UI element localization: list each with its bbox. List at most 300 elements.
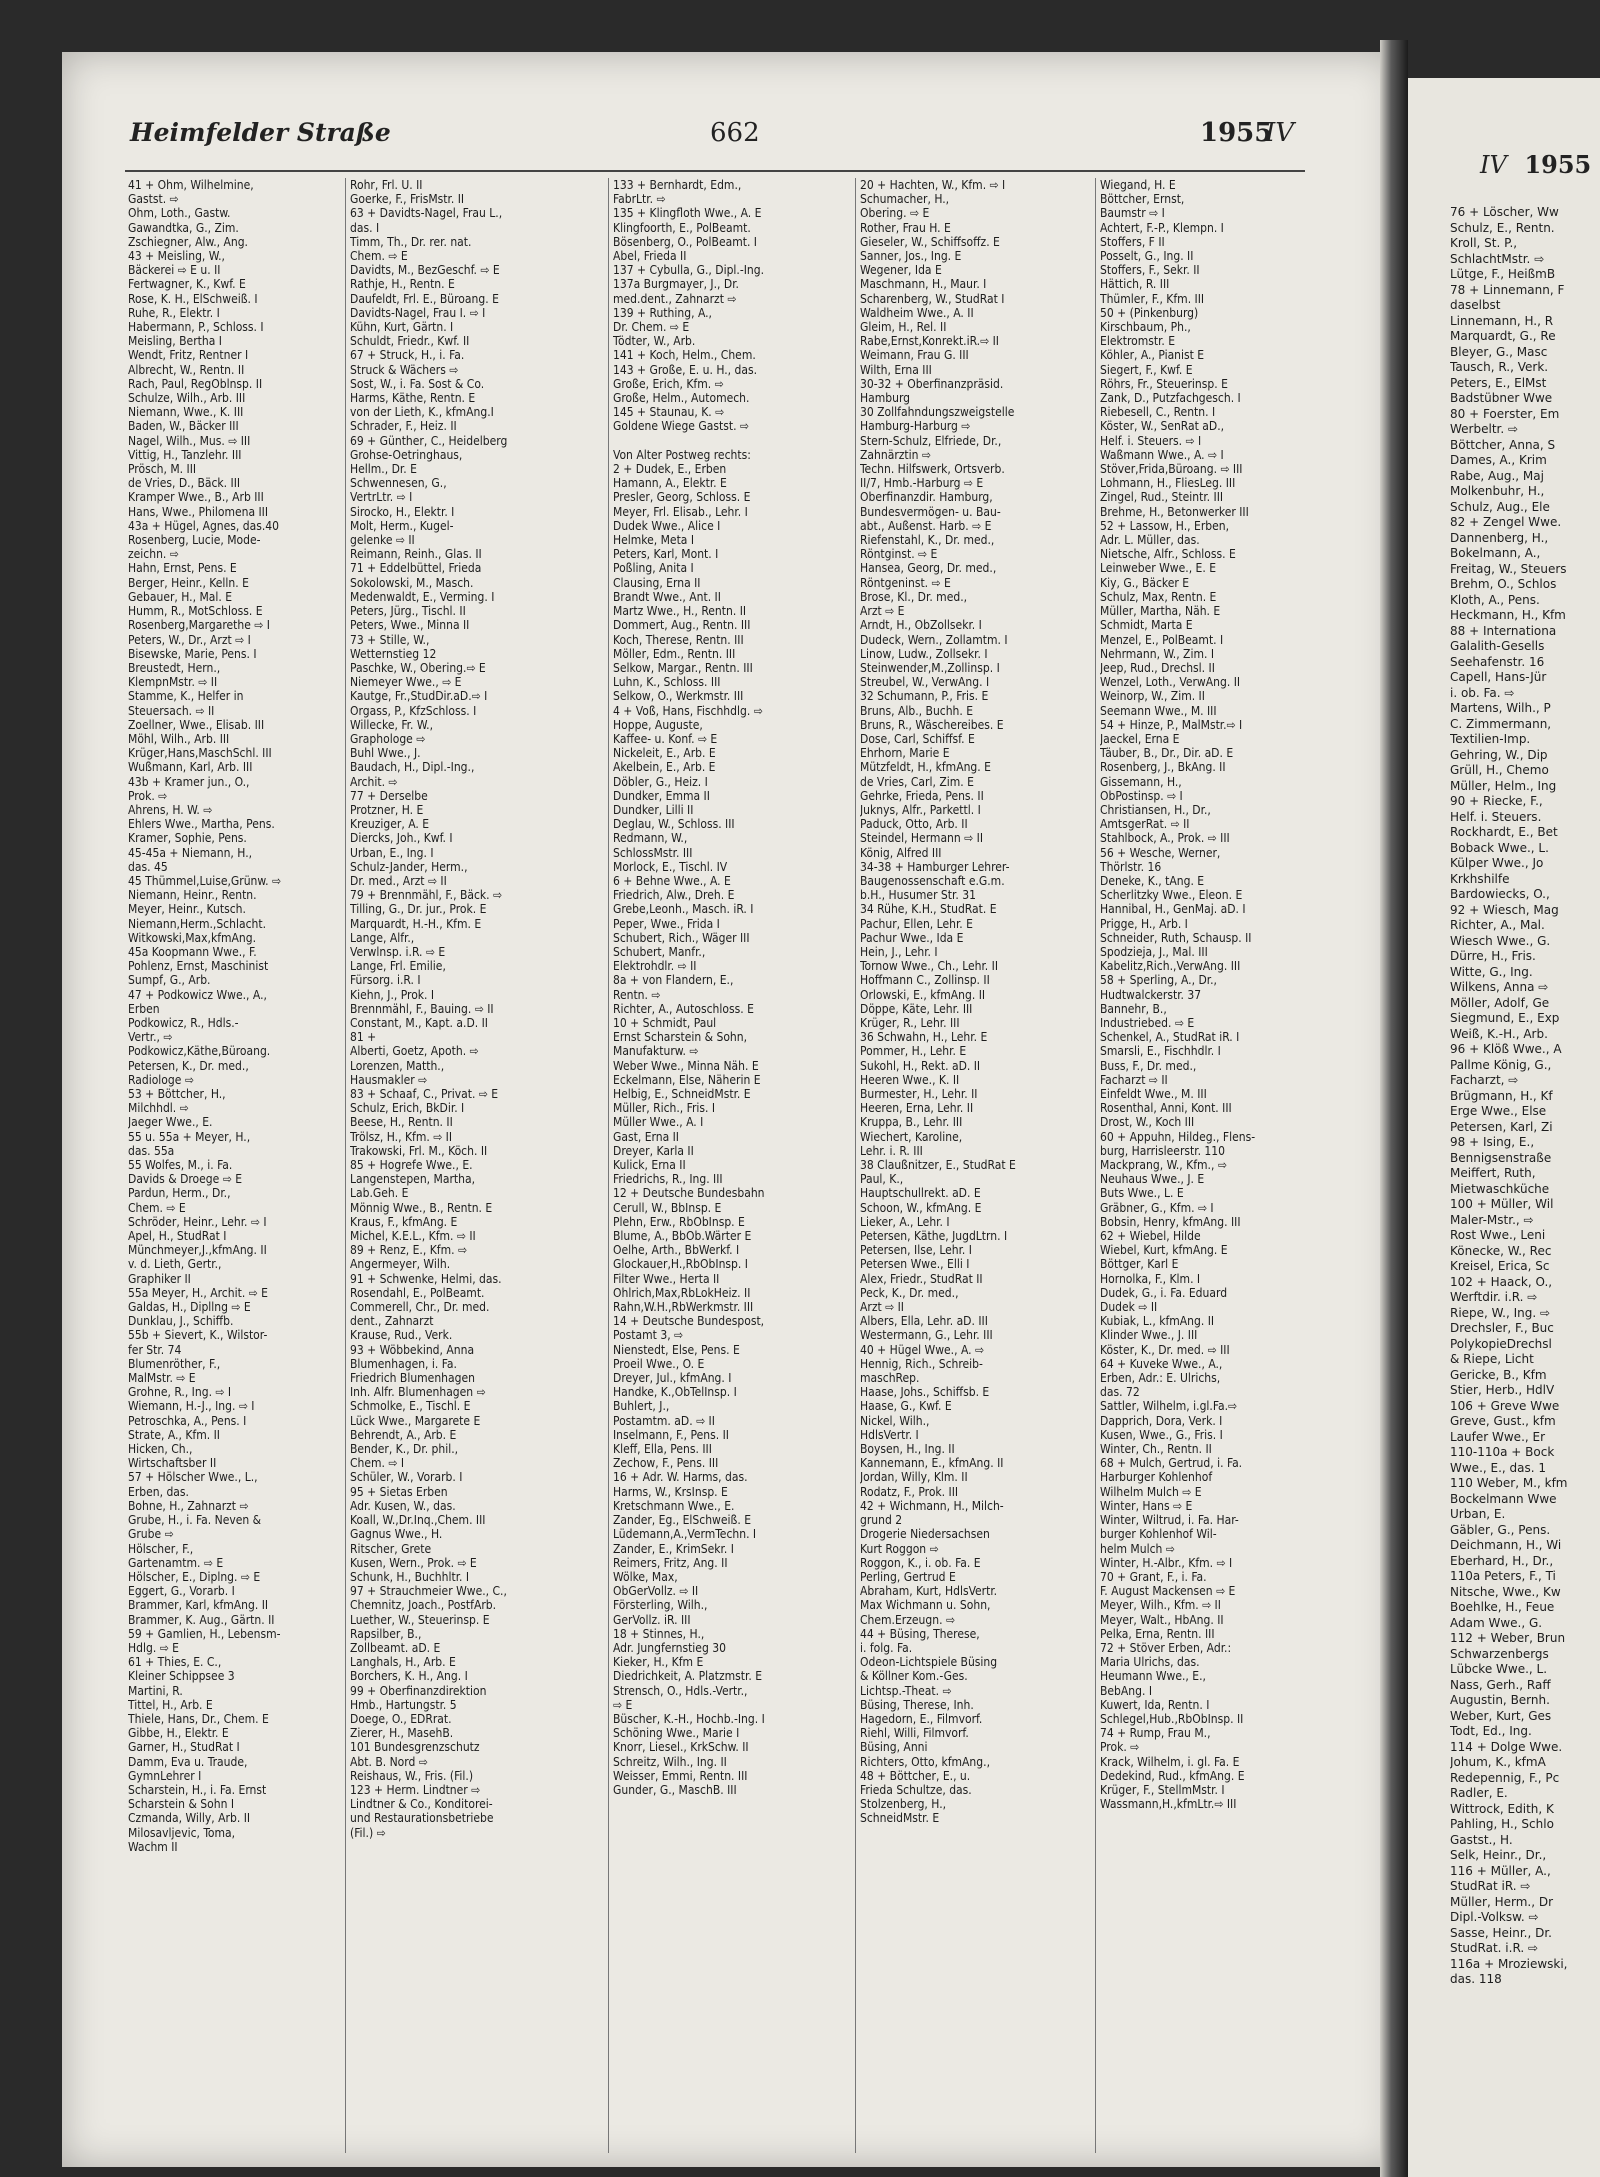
directory-line: Grüll, H., Chemo: [1450, 763, 1549, 777]
directory-line: GymnLehrer I: [128, 1768, 202, 1783]
directory-line: Försterling, Wilh.,: [613, 1598, 708, 1613]
page-header: [130, 118, 1300, 158]
directory-line: Schwarzenbergs: [1450, 1646, 1549, 1661]
directory-line: Michel, K.E.L., Kfm. ⇨ II: [350, 1229, 476, 1244]
directory-line: Dundker, Emma II: [613, 788, 710, 803]
directory-line: Chem.Erzeugn. ⇨: [860, 1612, 955, 1627]
directory-line: Zechow, F., Pens. III: [613, 1456, 719, 1471]
directory-line: Brehm, O., Schlos: [1450, 577, 1557, 591]
directory-line: Sirocko, H., Elektr. I: [350, 504, 455, 519]
directory-line: & Riepe, Licht: [1450, 1352, 1534, 1366]
directory-line: Dr. med., Arzt ⇨ II: [350, 873, 447, 888]
directory-line: Schmolke, E., Tischl. E: [350, 1399, 471, 1414]
directory-line: Streubel, W., VerwAng. I: [860, 675, 990, 690]
directory-line: v. d. Lieth, Gertr.,: [128, 1257, 222, 1272]
directory-line: Molt, Herm., Kugel-: [350, 518, 454, 533]
directory-line: Möller, Edm., Rentn. III: [613, 646, 736, 661]
directory-line: 14 + Deutsche Bundespost,: [613, 1314, 765, 1329]
directory-line: 95 + Sietas Erben: [350, 1484, 448, 1499]
column-divider: [608, 178, 609, 2153]
directory-line: Bokelmann, A.,: [1450, 546, 1541, 560]
directory-line: Wiesch Wwe., G.: [1450, 933, 1551, 948]
directory-line: 20 + Hachten, W., Kfm. ⇨ I: [860, 178, 1006, 192]
directory-line: Bohne, H., Zahnarzt ⇨: [128, 1498, 249, 1513]
directory-line: Hansea, Georg, Dr. med.,: [860, 561, 997, 576]
directory-line: Kloth, A., Pens.: [1450, 592, 1540, 607]
directory-line: de Vries, D., Bäck. III: [128, 476, 241, 491]
directory-line: Zollbeamt. aD. E: [350, 1640, 441, 1655]
directory-line: 34 Rühe, K.H., StudRat. E: [860, 902, 997, 917]
directory-line: Rosenthal, Anni, Kont. III: [1100, 1101, 1232, 1116]
directory-line: Dommert, Aug., Rentn. III: [613, 618, 751, 633]
directory-line: Rentn. ⇨: [613, 987, 661, 1002]
directory-line: 18 + Stinnes, H.,: [613, 1626, 705, 1641]
directory-line: Meisling, Bertha I: [128, 334, 222, 349]
directory-line: Hmb., Hartungstr. 5: [350, 1697, 457, 1712]
directory-line: Scharstein & Sohn I: [128, 1797, 235, 1812]
directory-line: StudRat. i.R. ⇨: [1450, 1941, 1539, 1955]
directory-line: Richters, Otto, kfmAng.,: [860, 1754, 990, 1769]
directory-line: Kramer, Sophie, Pens.: [128, 831, 247, 846]
directory-line: Podkowicz,Käthe,Büroang.: [128, 1044, 271, 1059]
directory-line: 70 + Grant, F., i. Fa.: [1100, 1569, 1207, 1584]
directory-line: 2 + Dudek, E., Erben: [613, 462, 727, 477]
directory-line: Baudach, H., Dipl.-Ing.,: [350, 760, 475, 775]
directory-line: 43a + Hügel, Agnes, das.40: [128, 518, 280, 533]
directory-line: Damm, Eva u. Traude,: [128, 1754, 248, 1769]
directory-line: Oelhe, Arth., BbWerkf. I: [613, 1243, 740, 1258]
directory-line: StudRat iR. ⇨: [1450, 1879, 1531, 1893]
directory-line: Blume, A., BbOb.Wärter E: [613, 1229, 752, 1244]
directory-line: 133 + Bernhardt, Edm.,: [613, 178, 742, 192]
directory-line: Urban, E., Ing. I: [350, 845, 434, 860]
directory-line: Niemann,Herm.,Schlacht.: [128, 916, 267, 931]
right-page-year: 1955: [1524, 150, 1592, 179]
directory-line: Harburger Kohlenhof: [1100, 1470, 1213, 1485]
directory-line: Maria Ulrichs, das.: [1100, 1655, 1200, 1670]
directory-line: Luhn, K., Schloss. III: [613, 675, 721, 690]
directory-line: Peper, Wwe., Frida I: [613, 916, 720, 931]
directory-line: Witte, G., Ing.: [1450, 964, 1533, 979]
directory-line: 90 + Riecke, F.,: [1450, 794, 1543, 808]
directory-line: Hannibal, H., GenMaj. aD. I: [1100, 902, 1246, 917]
directory-line: Hättich, R. III: [1100, 277, 1170, 292]
directory-line: Juknys, Alfr., Parkettl. I: [860, 802, 981, 817]
directory-line: Boysen, H., Ing. II: [860, 1442, 955, 1457]
directory-line: Petersen, Karl, Zi: [1450, 1119, 1553, 1134]
directory-column-5: [1100, 178, 1315, 2153]
directory-line: ObPostinsp. ⇨ I: [1100, 788, 1183, 803]
directory-line: Mützfeldt, H., kfmAng. E: [860, 760, 991, 775]
directory-line: Constant, M., Kapt. a.D. II: [350, 1015, 488, 1030]
column-divider: [1095, 178, 1096, 2153]
directory-line: Stamme, K., Helfer in: [128, 689, 244, 704]
directory-line: Bäckerei ⇨ E u. II: [128, 263, 221, 278]
directory-line: Baumstr ⇨ I: [1100, 206, 1165, 221]
directory-line: Protzner, H. E: [350, 802, 424, 817]
directory-line: Dudek, G., i. Fa. Eduard: [1100, 1285, 1228, 1300]
directory-line: Zoellner, Wwe., Elisab. III: [128, 717, 265, 732]
directory-line: 32 Schumann, P., Fris. E: [860, 689, 989, 704]
directory-line: Rach, Paul, RegOblnsp. II: [128, 376, 263, 391]
directory-line: Graphologe ⇨: [350, 731, 426, 746]
directory-line: Heckmann, H., Kfm: [1450, 608, 1566, 622]
directory-line: Lück Wwe., Margarete E: [350, 1413, 481, 1428]
directory-line: 116a + Mroziewski,: [1450, 1956, 1568, 1971]
directory-line: Kleiner Schippsee 3: [128, 1669, 235, 1684]
directory-line: Linow, Ludw., Zollsekr. I: [860, 646, 988, 661]
directory-line: Laufer Wwe., Er: [1450, 1429, 1546, 1444]
directory-line: Ahrens, H. W. ⇨: [128, 802, 213, 817]
directory-line: Pachur Wwe., Ida E: [860, 930, 964, 945]
directory-line: Waldheim Wwe., A. II: [860, 305, 974, 320]
directory-line: Menzel, E., PolBeamt. I: [1100, 632, 1224, 647]
directory-line: Verwlnsp. i.R. ⇨ E: [350, 944, 446, 959]
directory-line: Täuber, B., Dr., Dir. aD. E: [1100, 746, 1234, 761]
directory-line: Schreitz, Wilh., Ing. II: [613, 1754, 727, 1769]
directory-line: Pardun, Herm., Dr.,: [128, 1186, 231, 1201]
directory-line: Eberhard, H., Dr.,: [1450, 1553, 1554, 1568]
directory-line: Müller, Rich., Fris. I: [613, 1101, 716, 1116]
directory-line: von der Lieth, K., kfmAng.I: [350, 405, 494, 420]
directory-line: Jordan, Willy, Klm. II: [860, 1470, 968, 1485]
directory-line: Krüger, F., StellmMstr. I: [1100, 1782, 1225, 1797]
directory-line: Ernst Scharstein & Sohn,: [613, 1030, 748, 1045]
directory-line: Podkowicz, R., Hdls.-: [128, 1015, 239, 1030]
directory-line: 55b + Sievert, K., Wilstor-: [128, 1328, 268, 1343]
directory-line: Hölscher, F.,: [128, 1541, 194, 1556]
directory-line: 38 Claußnitzer, E., StudRat E: [860, 1158, 1016, 1173]
directory-line: 41 + Ohm, Wilhelmine,: [128, 178, 254, 192]
directory-line: Gast, Erna II: [613, 1129, 679, 1144]
directory-line: KlempnMstr. ⇨ II: [128, 675, 218, 690]
directory-line: 83 + Schaaf, C., Privat. ⇨ E: [350, 1087, 499, 1101]
directory-line: C. Zimmermann,: [1450, 716, 1552, 731]
directory-line: Abel, Frieda II: [613, 249, 687, 264]
directory-line: Stahlbock, A., Prok. ⇨ III: [1100, 831, 1230, 846]
directory-line: SchlachtMstr. ⇨: [1450, 251, 1545, 266]
directory-line: Hausmakler ⇨: [350, 1072, 428, 1087]
directory-line: Selkow, O., Werkmstr. III: [613, 689, 744, 704]
directory-line: Gräbner, G., Kfm. ⇨ I: [1100, 1200, 1214, 1215]
directory-line: Hagedorn, E., Filmvorf.: [860, 1711, 983, 1726]
directory-line: Handke, K.,ObTelInsp. I: [613, 1385, 737, 1400]
directory-line: ObGerVollz. ⇨ II: [613, 1584, 699, 1599]
directory-line: Weiß, K.-H., Arb.: [1450, 1026, 1548, 1041]
directory-line: Rabe, Aug., Maj: [1450, 468, 1544, 483]
directory-line: Petersen, Käthe, JugdLtrn. I: [860, 1229, 1008, 1244]
directory-line: Dreyer, Karla II: [613, 1143, 694, 1158]
directory-line: Klinder Wwe., J. III: [1100, 1328, 1198, 1343]
directory-line: Döbler, G., Heiz. I: [613, 774, 708, 789]
directory-line: Capell, Hans-Jür: [1450, 670, 1547, 684]
directory-line: Chem. ⇨ E: [350, 249, 408, 264]
directory-line: 78 + Linnemann, F: [1450, 282, 1565, 297]
directory-line: Winter, H.-Albr., Kfm. ⇨ I: [1100, 1555, 1233, 1570]
directory-line: Friedrichs, R., Ing. III: [613, 1172, 723, 1187]
directory-line: Gartenamtm. ⇨ E: [128, 1555, 224, 1570]
directory-line: Martz Wwe., H., Rentn. II: [613, 604, 747, 619]
directory-line: Kroll, St. P.,: [1450, 236, 1518, 250]
directory-line: Drogerie Niedersachsen: [860, 1527, 990, 1542]
directory-line: Erben, das.: [128, 1484, 189, 1499]
directory-line: Wilhelm Mulch ⇨ E: [1100, 1484, 1202, 1499]
directory-line: Orlowski, E., kfmAng. II: [860, 987, 986, 1002]
directory-line: Bennigsenstraße: [1450, 1150, 1552, 1165]
directory-line: Arndt, H., ObZollsekr. I: [860, 618, 982, 633]
directory-line: Dipl.-Volksw. ⇨: [1450, 1910, 1539, 1924]
directory-line: Brammer, K. Aug., Gärtn. II: [128, 1612, 275, 1627]
directory-line: 76 + Löscher, Ww: [1450, 205, 1559, 219]
directory-line: Techn. Hilfswerk, Ortsverb.: [860, 462, 1005, 477]
directory-line: 45 Thümmel,Luise,Grünw. ⇨: [128, 873, 282, 888]
directory-line: Baden, W., Bäcker III: [128, 419, 239, 434]
directory-line: Wiegand, H. E: [1100, 178, 1176, 192]
directory-line: Rosenberg,Margarethe ⇨ I: [128, 618, 270, 633]
directory-line: Jaeger Wwe., E.: [128, 1115, 213, 1130]
directory-line: 141 + Koch, Helm., Chem.: [613, 348, 756, 363]
directory-line: Blumenröther, F.,: [128, 1356, 221, 1371]
directory-line: Westermann, G., Lehr. III: [860, 1328, 993, 1343]
directory-line: Abraham, Kurt, HdlsVertr.: [860, 1584, 998, 1599]
directory-line: Rost Wwe., Leni: [1450, 1228, 1546, 1242]
directory-line: 80 + Foerster, Em: [1450, 406, 1560, 421]
directory-line: Struck & Wächers ⇨: [350, 362, 459, 377]
directory-line: Gagnus Wwe., H.: [350, 1527, 443, 1542]
directory-line: de Vries, Carl, Zim. E: [860, 774, 974, 789]
directory-line: Sokolowski, M., Masch.: [350, 575, 474, 590]
directory-line: Bösenberg, O., PolBeamt. I: [613, 234, 757, 249]
directory-line: Ohm, Loth., Gastw.: [128, 206, 231, 221]
directory-line: Kautge, Fr.,StudDir.aD.⇨ I: [350, 689, 488, 704]
directory-line: Presler, Georg, Schloss. E: [613, 490, 751, 505]
directory-line: Buts Wwe., L. E: [1100, 1186, 1184, 1201]
directory-line: Hellm., Dr. E: [350, 462, 417, 477]
directory-line: 143 + Große, E. u. H., das.: [613, 362, 758, 377]
directory-line: Riepe, W., Ing. ⇨: [1450, 1305, 1551, 1320]
directory-line: Röhrs, Fr., Steuerinsp. E: [1100, 376, 1228, 391]
directory-line: 64 + Kuveke Wwe., A.,: [1100, 1356, 1223, 1371]
street-title: Heimfelder Straße: [130, 118, 391, 147]
directory-line: Wirtschaftsber II: [128, 1456, 217, 1471]
directory-line: Badstübner Wwe: [1450, 391, 1553, 405]
directory-line: Textilien-Imp.: [1450, 732, 1531, 746]
directory-line: das. 72: [1100, 1385, 1140, 1400]
directory-line: Kannemann, E., kfmAng. II: [860, 1456, 1004, 1471]
directory-line: 85 + Hogrefe Wwe., E.: [350, 1158, 473, 1173]
directory-line: Elektrohdlr. ⇨ II: [613, 959, 697, 974]
directory-line: Harms, W., KrsInsp. E: [613, 1484, 728, 1499]
directory-line: Arzt ⇨ II: [860, 1300, 904, 1315]
directory-line: Hahn, Ernst, Pens. E: [128, 561, 237, 576]
directory-line: Kretschmann Wwe., E.: [613, 1498, 735, 1513]
directory-line: Graphiker II: [128, 1271, 191, 1286]
directory-line: Milosavljevic, Toma,: [128, 1825, 236, 1840]
directory-line: Kleff, Ella, Pens. III: [613, 1442, 712, 1457]
directory-line: Pelka, Erna, Rentn. III: [1100, 1626, 1215, 1641]
directory-line: Hoffmann C., Zollinsp. II: [860, 973, 990, 988]
directory-line: Meyer, Walt., HbAng. II: [1100, 1612, 1224, 1627]
directory-line: Filter Wwe., Herta II: [613, 1271, 720, 1286]
directory-line: zeichn. ⇨: [128, 547, 179, 562]
directory-line: b.H., Husumer Str. 31: [860, 888, 976, 903]
directory-line: Deneke, K., tAng. E: [1100, 873, 1205, 888]
directory-line: Postamt 3, ⇨: [613, 1328, 684, 1343]
directory-line: Nagel, Wilh., Mus. ⇨ III: [128, 433, 251, 448]
directory-line: Gibbe, H., Elektr. E: [128, 1726, 229, 1741]
directory-line: Dürre, H., Fris.: [1450, 949, 1536, 963]
directory-line: Buhlert, J.,: [613, 1399, 670, 1414]
directory-line: Dundker, Lilli II: [613, 802, 694, 817]
directory-line: Pallme König, G.,: [1450, 1057, 1552, 1072]
directory-line: Rosenberg, Lucie, Mode-: [128, 533, 261, 548]
directory-line: Dudek Wwe., Alice I: [613, 518, 721, 533]
directory-line: Davids & Droege ⇨ E: [128, 1172, 243, 1187]
directory-line: Lieker, A., Lehr. I: [860, 1214, 950, 1229]
directory-line: Schmidt, Marta E: [1100, 618, 1193, 633]
directory-line: Urban, E.: [1450, 1507, 1506, 1521]
directory-line: Könecke, W., Rec: [1450, 1243, 1552, 1258]
directory-line: Fertwagner, K., Kwf. E: [128, 277, 246, 292]
directory-line: Nitsche, Wwe., Kw: [1450, 1584, 1561, 1599]
directory-line: 45-45a + Niemann, H.,: [128, 845, 253, 860]
right-page-header: [1480, 150, 1591, 179]
directory-line: Nickeleit, E., Arb. E: [613, 746, 716, 761]
directory-line: SchlossMstr. III: [613, 845, 693, 860]
directory-line: Nass, Gerh., Raff: [1450, 1677, 1551, 1692]
directory-line: Schulz, Max, Rentn. E: [1100, 589, 1217, 604]
directory-line: Dapprich, Dora, Verk. I: [1100, 1413, 1223, 1428]
directory-line: Kirschbaum, Ph.,: [1100, 320, 1191, 335]
directory-line: Behrendt, A., Arb. E: [350, 1427, 457, 1442]
directory-line: Nehrmann, W., Zim. I: [1100, 646, 1214, 661]
directory-line: Sanner, Jos., Ing. E: [860, 249, 962, 264]
directory-line: Rohr, Frl. U. II: [350, 178, 423, 192]
directory-line: Boback Wwe., L.: [1450, 840, 1549, 855]
directory-line: Riebesell, C., Rentn. I: [1100, 405, 1216, 420]
directory-line: Gleim, H., Rel. II: [860, 320, 947, 335]
directory-line: Habermann, P., Schloss. I: [128, 320, 264, 335]
header-volume: IV: [1265, 118, 1295, 148]
directory-line: Krkhshilfe: [1450, 871, 1510, 886]
directory-line: Paul, K.,: [860, 1172, 904, 1187]
directory-line: Bleyer, G., Masc: [1450, 344, 1548, 359]
directory-line: Heeren Wwe., K. II: [860, 1072, 960, 1087]
directory-line: Lüdemann,A.,VermTechn. I: [613, 1527, 757, 1542]
directory-line: AmtsgerRat. ⇨ II: [1100, 817, 1190, 832]
directory-line: Schneider, Ruth, Schausp. II: [1100, 930, 1252, 945]
directory-line: Stern-Schulz, Elfriede, Dr.,: [860, 433, 1002, 448]
directory-line: Richter, A., Autoschloss. E: [613, 1001, 754, 1016]
directory-line: Krause, Rud., Verk.: [350, 1328, 453, 1343]
directory-line: Kraus, F., kfmAng. E: [350, 1214, 458, 1229]
directory-line: Wachm II: [128, 1839, 178, 1854]
directory-line: Kaffee- u. Konf. ⇨ E: [613, 731, 718, 746]
directory-line: Helbig, E., SchneidMstr. E: [613, 1087, 751, 1101]
directory-line: Meyer, Frl. Elisab., Lehr. I: [613, 504, 748, 519]
directory-line: Kusen, Wern., Prok. ⇨ E: [350, 1555, 477, 1570]
directory-line: (Fil.) ⇨: [350, 1825, 386, 1840]
directory-line: Vertr., ⇨: [128, 1030, 173, 1045]
directory-line: Schulz, Erich, BkDir. I: [350, 1101, 465, 1116]
directory-line: 55 u. 55a + Meyer, H.,: [128, 1129, 251, 1144]
directory-line: Heumann Wwe., E.,: [1100, 1669, 1206, 1684]
directory-line: Hudtwalckerstr. 37: [1100, 987, 1202, 1002]
directory-line: Gebauer, H., Mal. E: [128, 589, 233, 604]
directory-line: Brose, Kl., Dr. med.,: [860, 589, 968, 604]
directory-line: Gastst. ⇨: [128, 192, 179, 207]
directory-line: Redepennig, F., Pc: [1450, 1770, 1560, 1785]
directory-line: Stöver,Frida,Büroang. ⇨ III: [1100, 462, 1243, 477]
directory-line: Perling, Gertrud E: [860, 1569, 956, 1584]
directory-line: Gehrke, Frieda, Pens. II: [860, 788, 984, 803]
directory-line: Goldene Wiege Gastst. ⇨: [613, 419, 749, 434]
directory-line: Rapsilber, B.,: [350, 1626, 422, 1641]
directory-line: Augustin, Bernh.: [1450, 1693, 1550, 1707]
directory-line: Bannehr, B.,: [1100, 1001, 1167, 1016]
directory-line: Peters, Jürg., Tischl. II: [350, 604, 466, 619]
directory-line: Hicken, Ch.,: [128, 1442, 193, 1457]
directory-line: Petroschka, A., Pens. I: [128, 1413, 247, 1428]
directory-line: Prösch, M. III: [128, 462, 197, 477]
directory-line: Wendt, Fritz, Rentner I: [128, 348, 249, 363]
directory-line: Commerell, Chr., Dr. med.: [350, 1300, 490, 1315]
directory-line: Kiy, G., Bäcker E: [1100, 575, 1190, 590]
directory-line: Daufeldt, Frl. E., Büroang. E: [350, 291, 499, 306]
directory-line: Peters, Karl, Mont. I: [613, 547, 719, 562]
directory-line: Wilkens, Anna ⇨: [1450, 980, 1549, 994]
directory-line: Große, Erich, Kfm. ⇨: [613, 376, 724, 391]
directory-line: Chemnitz, Joach., PostfArb.: [350, 1598, 497, 1613]
directory-line: Pahling, H., Schlo: [1450, 1817, 1554, 1831]
directory-line: Martens, Wilh., P: [1450, 701, 1551, 715]
directory-line: Kruppa, B., Lehr. III: [860, 1115, 963, 1130]
directory-line: 30-32 + Oberfinanzpräsid.: [860, 376, 1004, 391]
directory-line: Elektromstr. E: [1100, 334, 1176, 349]
directory-line: Helf. i. Steuers. ⇨ I: [1100, 433, 1202, 448]
directory-line: Czmanda, Willy, Arb. II: [128, 1811, 251, 1826]
directory-line: Grohse-Oetringhaus,: [350, 447, 463, 462]
directory-line: 54 + Hinze, P., MalMstr.⇨ I: [1100, 717, 1243, 732]
directory-line: Rodatz, F., Prok. III: [860, 1484, 959, 1499]
directory-line: Weber, Kurt, Ges: [1450, 1708, 1552, 1723]
directory-line: Große, Helm., Automech.: [613, 391, 750, 406]
directory-line: Langenstepen, Martha,: [350, 1172, 475, 1187]
directory-line: 68 + Mulch, Gertrud, i. Fa.: [1100, 1456, 1243, 1471]
directory-line: Köhler, A., Pianist E: [1100, 348, 1205, 363]
directory-line: Tilling, G., Dr. jur., Prok. E: [350, 902, 487, 917]
directory-line: Scherlitzky Wwe., Eleon. E: [1100, 888, 1243, 903]
directory-line: Gissemann, H.,: [1100, 774, 1182, 789]
directory-line: PolykopieDrechsl: [1450, 1336, 1552, 1351]
directory-line: 40 + Hügel Wwe., A. ⇨: [860, 1342, 985, 1357]
directory-line: Linnemann, H., R: [1450, 313, 1554, 328]
directory-line: 93 + Wöbbekind, Anna: [350, 1342, 475, 1357]
directory-line: Kurt Roggon ⇨: [860, 1541, 939, 1556]
directory-line: Zschiegner, Alw., Ang.: [128, 234, 248, 249]
directory-line: Einfeldt Wwe., M. III: [1100, 1087, 1207, 1101]
directory-line: Pohlenz, Ernst, Maschinist: [128, 959, 269, 974]
directory-line: Doege, O., EDRrat.: [350, 1711, 452, 1726]
directory-line: Helmke, Meta I: [613, 533, 695, 548]
directory-line: Schwennesen, G.,: [350, 476, 447, 491]
directory-line: Clausing, Erna II: [613, 575, 701, 590]
directory-line: Külper Wwe., Jo: [1450, 856, 1544, 870]
directory-line: burg, Harrisleerstr. 110: [1100, 1143, 1226, 1158]
directory-line: Wegener, Ida E: [860, 263, 942, 278]
directory-line: SchneidMstr. E: [860, 1811, 940, 1826]
directory-line: Zank, D., Putzfachgesch. I: [1100, 391, 1241, 406]
